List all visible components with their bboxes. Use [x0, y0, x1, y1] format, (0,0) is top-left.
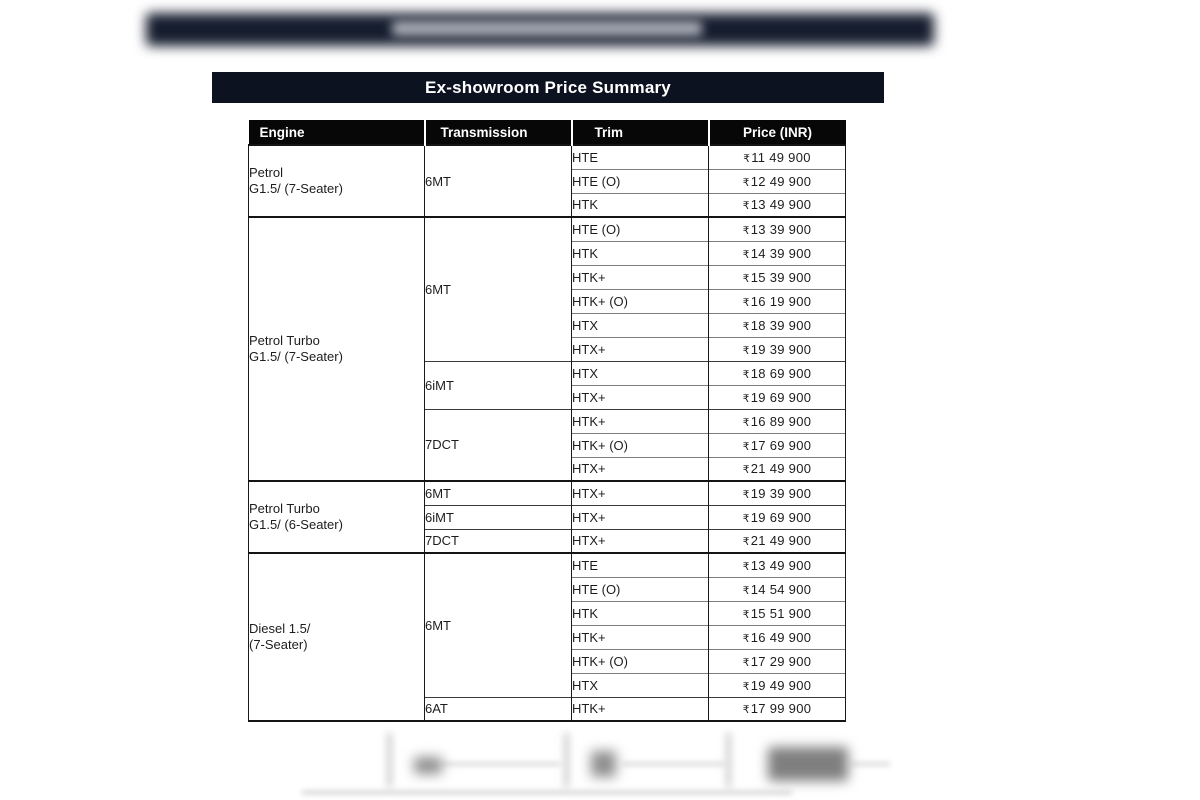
price-cell: ₹17 99 900: [709, 697, 846, 721]
table-row: [249, 217, 846, 241]
transmission-cell: 6MT: [425, 145, 572, 217]
table-row: [249, 145, 846, 169]
rupee-symbol: ₹: [742, 680, 750, 693]
trim-cell: HTE (O): [572, 217, 709, 241]
page-title-label: Ex-showroom Price Summary: [425, 77, 671, 97]
transmission-cell: 6MT: [425, 481, 572, 505]
trim-cell: HTK+: [572, 697, 709, 721]
rupee-symbol: ₹: [743, 152, 751, 165]
engine-label-line: Diesel 1.5/: [249, 621, 311, 636]
rupee-symbol: ₹: [742, 704, 750, 717]
blurred-vertical-line: [388, 733, 391, 787]
engine-cell: [249, 145, 425, 217]
blurred-text-blob: [591, 751, 616, 777]
trim-cell: HTX+: [572, 385, 709, 409]
transmission-cell: 6MT: [425, 217, 572, 361]
price-cell: ₹12 49 900: [709, 169, 846, 193]
rupee-symbol: ₹: [742, 512, 750, 525]
engine-cell: [249, 481, 425, 553]
price-cell: ₹16 49 900: [709, 625, 846, 649]
rupee-symbol: ₹: [742, 176, 750, 189]
trim-cell: HTX: [572, 313, 709, 337]
price-cell: ₹18 69 900: [709, 361, 846, 385]
trim-cell: HTX+: [572, 457, 709, 481]
blurred-horizontal-line: [622, 763, 724, 765]
table-row: [249, 481, 846, 505]
price-table-header: [249, 120, 846, 145]
engine-label-line: (7-Seater): [249, 637, 308, 652]
price-cell: ₹16 19 900: [709, 289, 846, 313]
engine-label-line: Petrol Turbo: [249, 333, 320, 348]
rupee-symbol: ₹: [742, 440, 750, 453]
trim-cell: HTK+: [572, 625, 709, 649]
price-cell: ₹15 39 900: [709, 265, 846, 289]
price-cell: ₹18 39 900: [709, 313, 846, 337]
table-row: [249, 553, 846, 577]
price-cell: ₹13 49 900: [709, 553, 846, 577]
trim-cell: HTE: [572, 553, 709, 577]
price-table-body: [249, 145, 846, 721]
trim-cell: HTE (O): [572, 169, 709, 193]
trim-cell: HTX: [572, 673, 709, 697]
price-cell: ₹11 49 900: [709, 145, 846, 169]
price-cell: ₹13 39 900: [709, 217, 846, 241]
rupee-symbol: ₹: [742, 368, 750, 381]
blurred-vertical-line: [565, 733, 568, 787]
blurred-horizontal-line: [848, 763, 890, 765]
blurred-text-blob: [768, 747, 848, 781]
price-cell: ₹21 49 900: [709, 529, 846, 553]
price-cell: ₹21 49 900: [709, 457, 846, 481]
trim-cell: HTX+: [572, 529, 709, 553]
price-cell: ₹14 39 900: [709, 241, 846, 265]
engine-label-line: G1.5/ (7-Seater): [249, 181, 343, 196]
rupee-symbol: ₹: [742, 296, 750, 309]
rupee-symbol: ₹: [742, 560, 750, 573]
rupee-symbol: ₹: [742, 272, 750, 285]
rupee-symbol: ₹: [742, 416, 750, 429]
blurred-horizontal-line: [440, 763, 560, 765]
transmission-cell: 7DCT: [425, 409, 572, 481]
trim-cell: HTE (O): [572, 577, 709, 601]
engine-cell: [249, 217, 425, 481]
rupee-symbol: ₹: [742, 488, 750, 501]
trim-cell: HTX+: [572, 505, 709, 529]
transmission-cell: 7DCT: [425, 529, 572, 553]
price-cell: ₹19 39 900: [709, 337, 846, 361]
trim-cell: HTK+: [572, 409, 709, 433]
transmission-cell: 6MT: [425, 553, 572, 697]
price-cell: ₹14 54 900: [709, 577, 846, 601]
price-cell: ₹16 89 900: [709, 409, 846, 433]
rupee-symbol: ₹: [742, 392, 750, 405]
price-cell: ₹17 69 900: [709, 433, 846, 457]
rupee-symbol: ₹: [742, 536, 750, 549]
column-header-transmission: Transmission: [425, 120, 572, 145]
engine-label-line: G1.5/ (6-Seater): [249, 517, 343, 532]
rupee-symbol: ₹: [742, 344, 750, 357]
rupee-symbol: ₹: [742, 632, 750, 645]
blurred-vertical-line: [727, 733, 730, 787]
price-cell: ₹19 69 900: [709, 385, 846, 409]
column-header-trim: Trim: [572, 120, 709, 145]
rupee-symbol: ₹: [742, 608, 750, 621]
price-cell: ₹13 49 900: [709, 193, 846, 217]
rupee-symbol: ₹: [742, 320, 750, 333]
trim-cell: HTK: [572, 193, 709, 217]
rupee-symbol: ₹: [742, 200, 750, 213]
trim-cell: HTK: [572, 601, 709, 625]
rupee-symbol: ₹: [742, 248, 750, 261]
trim-cell: HTX: [572, 361, 709, 385]
blurred-bottom-line: [302, 791, 792, 794]
trim-cell: HTK: [572, 241, 709, 265]
price-cell: ₹17 29 900: [709, 649, 846, 673]
price-cell: ₹19 69 900: [709, 505, 846, 529]
trim-cell: HTK+: [572, 265, 709, 289]
blurred-site-header-text: [392, 21, 702, 36]
price-table: [248, 120, 846, 722]
column-header-engine: Engine: [249, 120, 425, 145]
transmission-cell: 6AT: [425, 697, 572, 721]
rupee-symbol: ₹: [742, 224, 750, 237]
engine-cell: [249, 553, 425, 721]
engine-label-line: Petrol Turbo: [249, 501, 320, 516]
trim-cell: HTE: [572, 145, 709, 169]
header-row: [249, 120, 846, 145]
trim-cell: HTK+ (O): [572, 289, 709, 313]
engine-label-line: G1.5/ (7-Seater): [249, 349, 343, 364]
transmission-cell: 6iMT: [425, 505, 572, 529]
rupee-symbol: ₹: [742, 656, 750, 669]
trim-cell: HTK+ (O): [572, 433, 709, 457]
price-cell: ₹15 51 900: [709, 601, 846, 625]
rupee-symbol: ₹: [742, 464, 750, 477]
trim-cell: HTX+: [572, 337, 709, 361]
price-cell: ₹19 49 900: [709, 673, 846, 697]
trim-cell: HTX+: [572, 481, 709, 505]
price-cell: ₹19 39 900: [709, 481, 846, 505]
blurred-text-blob: [414, 757, 442, 774]
engine-label-line: Petrol: [249, 165, 283, 180]
rupee-symbol: ₹: [742, 584, 750, 597]
trim-cell: HTK+ (O): [572, 649, 709, 673]
page-title: [212, 72, 884, 103]
column-header-price: Price (INR): [709, 120, 846, 145]
transmission-cell: 6iMT: [425, 361, 572, 409]
